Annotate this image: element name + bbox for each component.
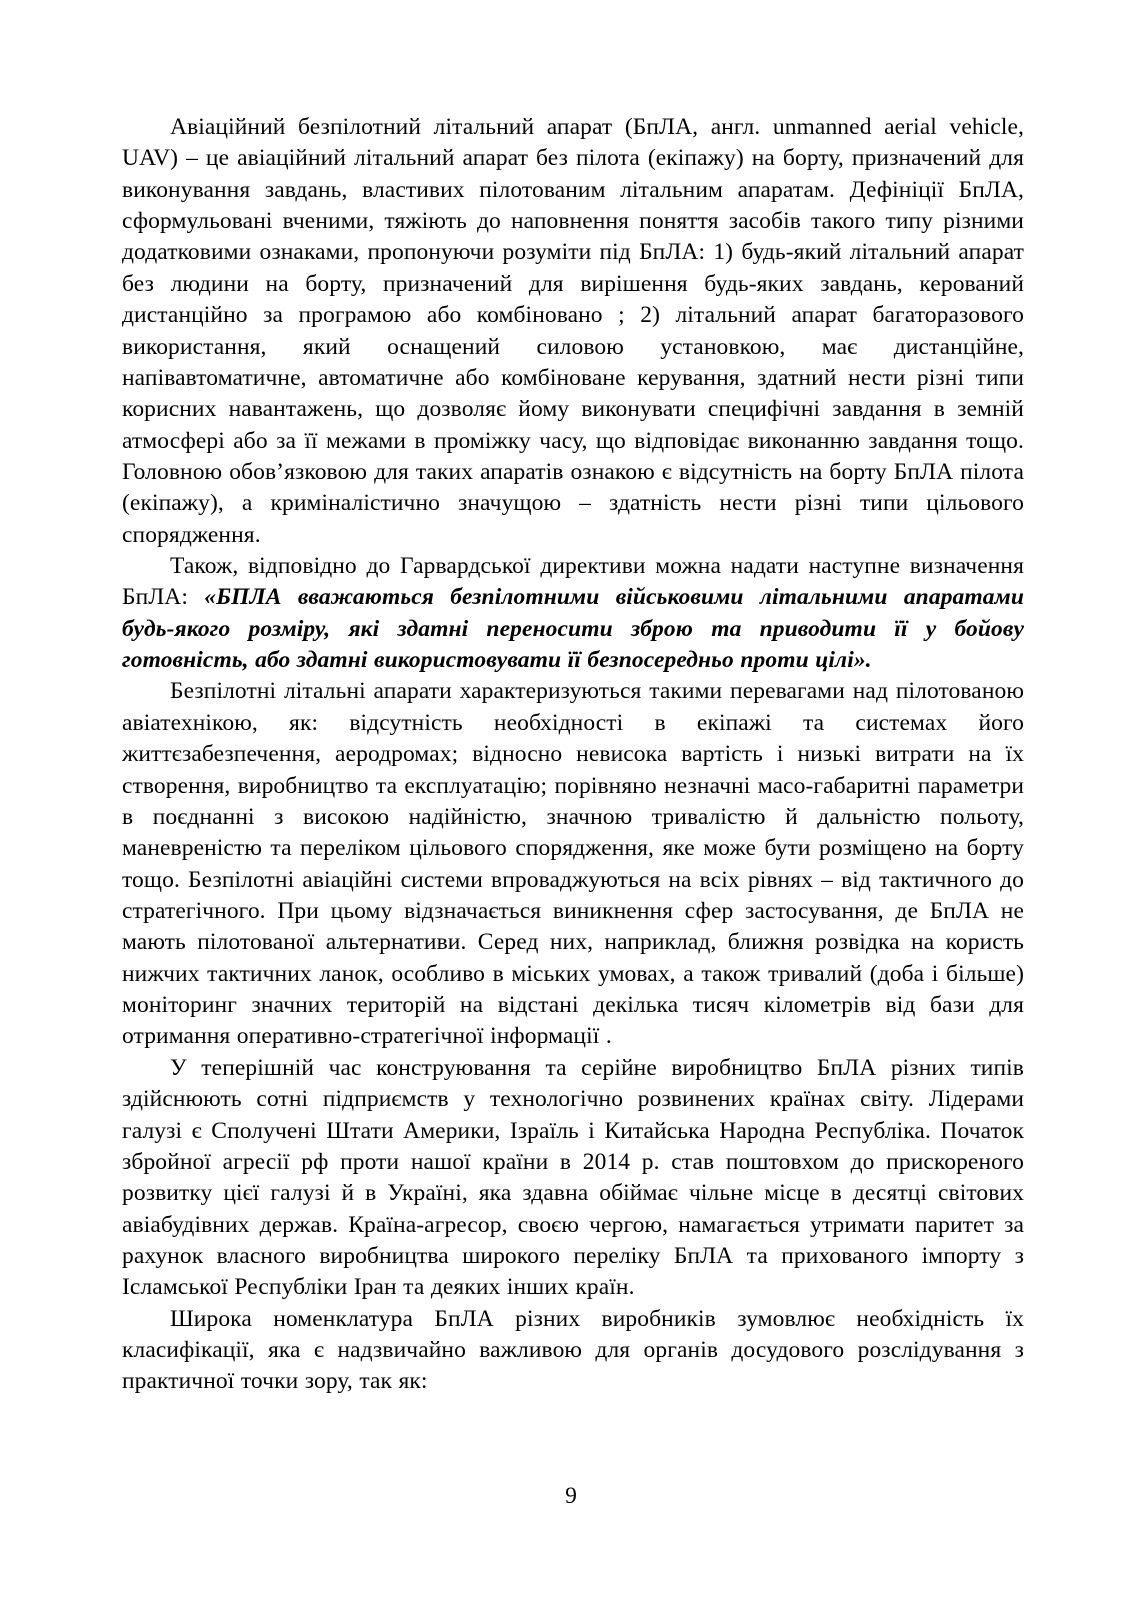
paragraph-classification: Широка номенклатура БпЛА різних виробників зумовлює необхідність їх класифікації, яка є надзвичайно важливою для органів досудового розслідування з практичної точки зору, так як:	[122, 1305, 1024, 1395]
page-number: 9	[565, 1483, 577, 1509]
paragraph-production: У теперішній час конструювання та серійне виробництво БпЛА різних типів здійснюють сотні підприємств у технологічно розвинених країнах світу. Лідерами галузі є Сполучені Штати Америки, Ізраїль і Китайська Народна Республіка. Початок збройної агресії рф проти нашої країни в 2014 р. став поштовхом до прискореного розвитку цієї галузі й в Україні, яка здавна обіймає чільне місце в десятці світових авіабудівних держав. Країна-агресор, своєю чергою, намагається утримати паритет за рахунок власного виробництва широкого переліку БпЛА та прихованого імпорту з Ісламської Республіки Іран та деяких інших країн.	[122, 1054, 1024, 1301]
paragraph-harvard	[122, 551, 1024, 676]
harvard-lead-in: Також, відповідно до Гарвардської директиви можна надати наступне визначення БпЛА:	[122, 553, 1024, 611]
document-body	[122, 112, 1024, 1398]
harvard-quote: «БПЛА вважаються безпілотними військовими літальними апаратами будь-якого розміру, які здатні переносити зброю та приводити її у бойову готовність, або здатні використовувати її безпосередньо проти цілі».	[122, 584, 1025, 674]
paragraph-definition: Авіаційний безпілотний літальний апарат (БпЛА, англ. unmanned aerial vehicle, UAV) – це авіаційний літальний апарат без пілота (екіпажу) на борту, призначений для виконування завдань, властивих пілотованим літальним апаратам. Дефініції БпЛА, сформульовані вченими, тяжіють до наповнення поняття засобів такого типу різними додатковими ознаками, пропонуючи розуміти під БпЛА: 1) будь-який літальний апарат без людини на борту, призначений для вирішення будь-яких завдань, керований дистанційно за програмою або комбіновано ; 2) літальний апарат багаторазового використання, який оснащений силовою установкою, має дистанційне, напівавтоматичне, автоматичне або комбіноване керування, здатний нести різні типи корисних навантажень, що дозволяє йому виконувати специфічні завдання в земній атмосфері або за її межами в проміжку часу, що відповідає виконанню завдання тощо. Головною обов’язковою для таких апаратів ознакою є відсутність на борту БпЛА пілота (екіпажу), а криміналістично значущою – здатність нести різні типи цільового спорядження.	[122, 114, 1024, 548]
paragraph-advantages: Безпілотні літальні апарати характеризуються такими перевагами над пілотованою авіатехнікою, як: відсутність необхідності в екіпажі та системах його життєзабезпечення, аеродромах; відносно невисока вартість і низькі витрати на їх створення, виробництво та експлуатацію; порівняно незначні масо-габаритні параметри в поєднанні з високою надійністю, значною тривалістю й дальністю польоту, маневреністю та переліком цільового спорядження, яке може бути розміщено на борту тощо. Безпілотні авіаційні системи впроваджуються на всіх рівнях – від тактичного до стратегічного. При цьому відзначається виникнення сфер застосування, де БпЛА не мають пілотованої альтернативи. Серед них, наприклад, ближня розвідка на користь нижчих тактичних ланок, особливо в міських умовах, а також тривалий (доба і більше) моніторинг значних територій на відстані декілька тисяч кілометрів від бази для отримання оперативно-стратегічної інформації .	[122, 678, 1024, 1050]
